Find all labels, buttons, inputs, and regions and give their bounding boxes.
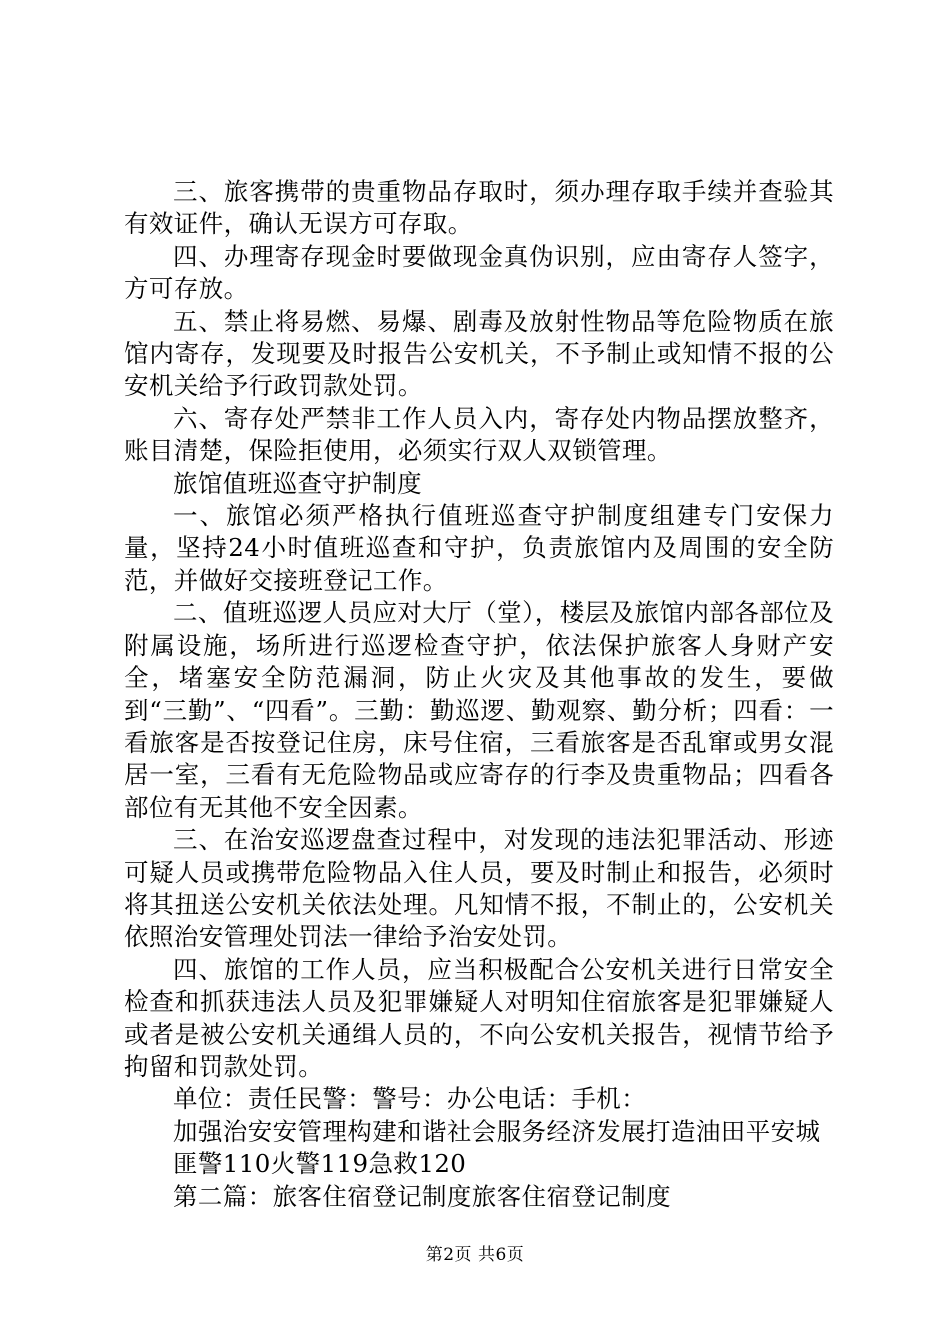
paragraph-chapter-two-title: 第二篇：旅客住宿登记制度旅客住宿登记制度 — [173, 1181, 671, 1211]
document-body — [124, 176, 834, 1213]
page-number-footer: 第2页 共6页 — [425, 1245, 525, 1265]
paragraph-patrol-rule-4: 四、旅馆的工作人员，应当积极配合公安机关进行日常安全检查和抓获违法人员及犯罪嫌疑人对明知住宿旅客是犯罪嫌疑人或者是被公安机关通缉人员的，不向公安机关报告，视情节给予拘留和罚款处罚。 — [124, 954, 834, 1081]
paragraph-patrol-rule-3: 三、在治安巡逻盘查过程中，对发现的违法犯罪活动、形迹可疑人员或携带危险物品入住人员，要及时制止和报告，必须时将其扭送公安机关依法处理。凡知情不报，不制止的，公安机关依照治安管理处罚法一律给予治安处罚。 — [124, 825, 834, 952]
paragraph-emergency-numbers: 匪警110火警119急救120 — [173, 1149, 467, 1179]
paragraph-patrol-rule-2: 二、值班巡逻人员应对大厅（堂），楼层及旅馆内部各部位及附属设施，场所进行巡逻检查守护，依法保护旅客人身财产安全，堵塞安全防范漏洞，防止火灾及其他事故的发生，要做到“三勤”、“四看”。三勤：勤巡逻、勤观察、勤分析；四看：一看旅客是否按登记住房，床号住宿，三看旅客是否乱窜或男女混居一室，三看有无危险物品或应寄存的行李及贵重物品；四看各部位有无其他不安全因素。 — [124, 598, 834, 822]
paragraph-contact-info: 单位：责任民警：警号：办公电话：手机： — [173, 1084, 647, 1114]
section-heading-patrol: 旅馆值班巡查守护制度 — [173, 468, 422, 498]
paragraph-deposit-rule-6: 六、寄存处严禁非工作人员入内，寄存处内物品摆放整齐，账目清楚，保险拒使用，必须实行双人双锁管理。 — [124, 403, 834, 466]
paragraph-deposit-rule-4: 四、办理寄存现金时要做现金真伪识别，应由寄存人签字，方可存放。 — [124, 241, 834, 304]
paragraph-slogan: 加强治安安管理构建和谐社会服务经济发展打造油田平安城 — [173, 1116, 821, 1146]
paragraph-patrol-rule-1: 一、旅馆必须严格执行值班巡查守护制度组建专门安保力量，坚持24小时值班巡查和守护，负责旅馆内及周围的安全防范，并做好交接班登记工作。 — [124, 501, 834, 595]
paragraph-deposit-rule-5: 五、禁止将易燃、易爆、剧毒及放射性物品等危险物质在旅馆内寄存，发现要及时报告公安机关，不予制止或知情不报的公安机关给予行政罚款处罚。 — [124, 306, 834, 401]
paragraph-deposit-rule-3: 三、旅客携带的贵重物品存取时，须办理存取手续并查验其有效证件，确认无误方可存取。 — [124, 177, 834, 239]
